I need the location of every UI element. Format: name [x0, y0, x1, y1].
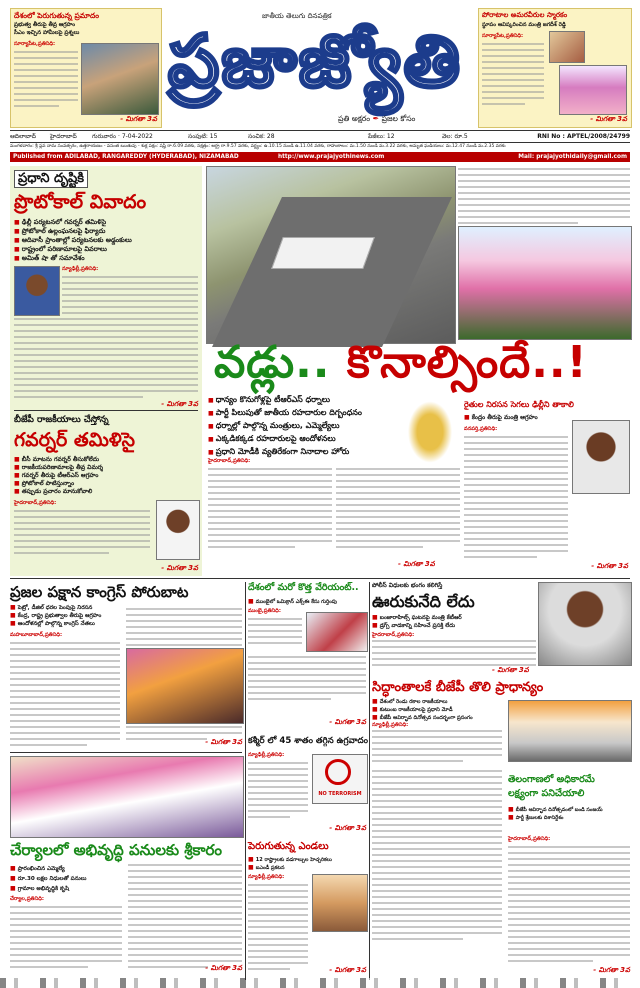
- left-bullets: [14, 218, 200, 263]
- highway-road: [212, 197, 452, 347]
- lead-side-story: [464, 400, 630, 576]
- story-kashmir: [248, 736, 366, 836]
- lead-side-photo: [572, 420, 630, 494]
- kashmir-headline: [248, 736, 368, 747]
- no-terrorism-poster: [312, 754, 368, 804]
- left-city: న్యూఢిల్లీ,ప్రతినిధి:: [62, 266, 99, 272]
- story-variant: [248, 582, 366, 730]
- bjp-bullet: ■ కుటుంబ రాజకీయాలపై ప్రధాని మోడీ: [372, 706, 502, 714]
- paddy-photo: [404, 396, 456, 468]
- strip-issue: సంచిక: 28: [248, 133, 275, 140]
- heat-photo: [312, 874, 368, 932]
- telangana-headline-1: తెలంగాణలో అధికారమే: [508, 774, 595, 785]
- ear-right-text: [482, 43, 544, 109]
- lead-side-kicker-strip: [458, 166, 630, 224]
- heat-bullets: [248, 856, 366, 872]
- lead-side-city: వనపర్తి,ప్రతినిధి:: [464, 426, 498, 432]
- heat-bullet: ■ 12 రాష్ట్రాలకు వడగాల్పుల హెచ్చరికలు: [248, 856, 366, 864]
- congress-body-2: [126, 608, 242, 650]
- masthead-motto: [338, 114, 415, 125]
- strip-rni: RNI No : APTEL/2008/24799: [537, 133, 630, 140]
- fold-rule: [10, 578, 630, 579]
- lead-side-headline: రైతుల నిరసన సెగలు ఢిల్లీని తాకాలి: [464, 400, 574, 409]
- lead-headline-part1: వడ్లు..: [214, 337, 331, 388]
- ear-left-badge: - మిగతా 3వ: [120, 115, 157, 123]
- cheryal-bullets: [10, 864, 122, 894]
- ear-left-photo: [81, 43, 159, 115]
- cheryal-body-2: [128, 864, 242, 972]
- lead-city: హైదరాబాద్,ప్రతినిధి:: [208, 458, 251, 464]
- left-kicker: ప్రధాని దృష్టికి: [14, 170, 88, 188]
- left2-bullet: ■ ప్రోటోకాల్ పాటిస్తున్నాం: [14, 480, 200, 488]
- ear-right-header: పోరాటాల అమరవీరుల స్మారకం: [482, 11, 568, 19]
- left2-text: [14, 510, 150, 558]
- heat-headline: పెరుగుతున్న ఎండలు: [248, 841, 329, 852]
- ktr-badge: - మిగతా 3వ: [492, 666, 529, 674]
- kashmir-headline-text: కశ్మీర్ లో 45 శాతం తగ్గిన ఉగ్రవాదం: [248, 736, 368, 746]
- congress-bullets: [10, 604, 122, 628]
- story-telangana: [372, 770, 630, 980]
- ear-right-photo: [559, 65, 627, 115]
- lead-body-2: [336, 468, 460, 552]
- left2-bullet: ■ గవర్నర్ తీరుపై టీఆర్ఎస్ ఆగ్రహం: [14, 472, 200, 480]
- ktr-bullet: ■ బంజారాహిల్స్ ఘటనపై మంత్రి కేటీఆర్: [372, 614, 532, 622]
- story-cheryal: [10, 756, 242, 980]
- ear-left-bullet: సీఎం ఇచ్చిన హామీలపై ప్రశ్నలు: [14, 30, 80, 36]
- highway-tent: [271, 237, 375, 269]
- ktr-bullet: ■ డ్రగ్స్ వాడకాన్ని సహించే ప్రసక్తి లేదు: [372, 622, 532, 630]
- cheryal-headline: చేర్యాలలో అభివృద్ధి పనులకు శ్రీకారం: [10, 841, 223, 859]
- ear-right-city: సూర్యాపేట,ప్రతినిధి:: [482, 33, 524, 39]
- cheryal-bullet: ■ ప్రారంభించిన ఎమ్మెల్యే: [10, 864, 122, 874]
- telangana-bullets: [508, 806, 630, 822]
- left-badge: - మిగతా 3వ: [161, 400, 198, 408]
- ear-left-bullet: ప్రభుత్వ తీరుపై తీవ్ర ఆగ్రహం: [14, 22, 76, 28]
- mail-link[interactable]: Mail: prajajyothidaily@gmail.com: [518, 154, 627, 160]
- telangana-city: హైదరాబాద్,ప్రతినిధి:: [508, 836, 551, 842]
- bjp-bullet: ■ బీజేపీ ఆవిర్భావ దినోత్సవ సందర్భంగా ప్రసంగం: [372, 714, 502, 722]
- lead-bullet: ■ ఎక్కడికక్కడ రహదారులపై ఆందోళనలు: [208, 433, 418, 446]
- left2-bullet: ■ బీసీ మాటను గవర్నర్ తీసుకోలేదు: [14, 456, 200, 464]
- published-from: Published from ADILABAD, RANGAREDDY (HYDERABAD), NIZAMABAD: [13, 154, 239, 160]
- panchangam: మంగళవారం: శ్రీ ప్లవ నామ సంవత్సరం, ఉత్తరాయణం - వసంత ఋతువు - శుక్ల పక్షం: షష్ఠి రా.6.09 వరకు, నక్షత్రం: ఆర్ద్ర రా.9.57 వరకు, వర్జ్యం: ఉ.10.15 నుండి ఉ.11.04 వరకు, రాహుకాలం: మ.1.50 నుండి మ.3.22 వరకు, అమృత ఘడియలు: మ.12.47 నుండి మ.2.35 వరకు: [10, 144, 506, 149]
- story-congress: [10, 582, 242, 752]
- variant-city: ముంబై,ప్రతినిధి:: [248, 608, 281, 614]
- ktr-headline: ఊరుకునేది లేదు: [372, 592, 475, 611]
- heat-bullet: ■ ఐఎండీ ప్రకటన: [248, 864, 366, 872]
- ear-left-header: దేశంలో పెరుగుతున్న ప్రమాదం: [14, 11, 99, 20]
- bjp-bullet: ■ దేశంలో రెండు రకాల రాజకీయాలు: [372, 698, 502, 706]
- left2-bullet: ■ రాజకీయపరిణామాలపై తీవ్ర విమర్శ: [14, 464, 200, 472]
- ear-left-city: సూర్యాపేట,ప్రతినిధి:: [14, 41, 56, 47]
- telangana-bullet: ■ పార్టీ శ్రేణులకు దిశానిర్దేశం: [508, 814, 630, 822]
- heat-body: [248, 884, 308, 974]
- bjp-city: న్యూఢిల్లీ,ప్రతినిధి:: [372, 722, 409, 728]
- left-bullet: ■ రాష్ట్రంలో పరిణామాలపై వివరాలు: [14, 245, 200, 254]
- governor-photo: [14, 266, 60, 316]
- variant-body-2: [248, 656, 366, 704]
- cheryal-city: చేర్యాల,ప్రతినిధి:: [10, 896, 44, 902]
- variant-bullet: ■ ముంబైలో ఒమిక్రాన్ ఎక్స్ఈ కేసు గుర్తింపు: [248, 598, 337, 606]
- minister-photo: [156, 500, 200, 560]
- congress-bullet: ■ ఆందోళనల్లో పాల్గొన్న కాంగ్రెస్ నేతలు: [10, 620, 122, 628]
- left-bullet: ■ ఢిల్లీ పర్యటనలో గవర్నర్ తమిళిసై: [14, 218, 200, 227]
- lead-body: [208, 468, 332, 552]
- variant-photo: [306, 612, 368, 652]
- lead-bullets: [208, 394, 418, 459]
- column-rule: [245, 582, 246, 980]
- strip-city-2: హైదరాబాద్: [50, 133, 77, 140]
- masthead-title: ప్రజాజ్యోతి: [168, 19, 462, 103]
- left2-kicker: బీజేపీ రాజకీయాలు చేస్తోన్న: [14, 415, 109, 425]
- cheryal-bullet: ■ రూ.30 లక్షల నిధులతో పనులు: [10, 874, 122, 884]
- cheryal-bullet: ■ గ్రామాల అభివృద్ధికి కృషి: [10, 884, 122, 894]
- lead-side-text: [458, 168, 630, 228]
- lead-headline-part2: కొనాల్సిందే..!: [330, 337, 588, 388]
- lead-side-bullet: ■ కేంద్రం తీరుపై మంత్రి ఆగ్రహం: [464, 414, 538, 422]
- left-bullet: ■ ప్రోటోకాల్ ఉల్లంఘనలపై ఫిర్యాదు: [14, 227, 200, 236]
- cheryal-photo: [10, 756, 244, 838]
- ear-right-photo-small: [549, 31, 585, 63]
- left2-bullets: [14, 456, 200, 496]
- strip-volume: సంపుటి: 15: [188, 133, 218, 140]
- lead-bullet: ■ ధాన్యం కొనుగోళ్లపై టీఆర్ఎస్ ధర్నాలు: [208, 394, 418, 407]
- congress-headline: ప్రజల పక్షాన కాంగ్రెస్ పోరుబాట: [10, 583, 189, 601]
- strip-city-1: ఆదిలాబాద్: [10, 133, 36, 140]
- story-heat: [248, 840, 366, 980]
- telangana-body-right: [508, 846, 630, 966]
- bjp-headline: సిద్ధాంతాలకే బీజేపీ తొలి ప్రాధాన్యం: [372, 680, 544, 695]
- motto-sep-icon: ✒: [372, 114, 382, 123]
- no-terrorism-label: NO TERRORISM: [318, 791, 362, 797]
- ear-left-text: [14, 51, 78, 111]
- kashmir-city: న్యూఢిల్లీ,ప్రతినిధి:: [248, 752, 285, 758]
- bjp-photo: [508, 700, 632, 762]
- lead-bullet: ■ ధర్నాల్లో పాల్గొన్న మంత్రులు, ఎమ్మెల్యేలు: [208, 420, 418, 433]
- left-bullet: ■ ఆదివాసీ ప్రాంతాల్లో పర్యటనలకు అడ్డంకులు: [14, 236, 200, 245]
- telangana-body-left: [372, 770, 502, 944]
- ear-right: [478, 8, 632, 128]
- congress-badge: - మిగతా 3వ: [205, 738, 242, 746]
- kashmir-body: [248, 762, 308, 822]
- strip-price: వెల: రూ.5: [442, 133, 468, 140]
- cheryal-badge: - మిగతా 3వ: [205, 964, 242, 972]
- left-divider: [14, 410, 198, 411]
- lead-headline: [214, 336, 588, 390]
- bjp-body: [372, 730, 502, 766]
- motto-left: ప్రతి అక్షరం: [338, 114, 371, 123]
- left-headline: ప్రొటోకాల్ వివాదం: [14, 191, 147, 213]
- bjp-bullets: [372, 698, 502, 722]
- left2-headline: గవర్నర్ తమిళిసై: [14, 429, 135, 451]
- telangana-badge: - మిగతా 3వ: [593, 966, 630, 974]
- left2-city: హైదరాబాద్,ప్రతినిధి:: [14, 500, 57, 506]
- congress-city: మహబూబాబాద్,ప్రతినిధి:: [10, 632, 63, 638]
- website-link[interactable]: http://www.prajajyothinews.com: [278, 154, 385, 160]
- telangana-bullet: ■ బీజేపీ ఆవిర్భావ దినోత్సవంలో బండి సంజయ్: [508, 806, 630, 814]
- heat-city: న్యూఢిల్లీ,ప్రతినిధి:: [248, 874, 285, 880]
- heat-badge: - మిగతా 3వ: [329, 966, 366, 974]
- story-bjp: [372, 680, 630, 766]
- lead-side-body: [464, 436, 568, 562]
- left-text: [62, 276, 198, 318]
- strip-date: గురువారం · 7-04-2022: [92, 133, 153, 140]
- telangana-headline-2: లక్ష్యంగా పనిచేయాలి: [508, 788, 585, 799]
- congress-bullet: ■ పెట్రో, డీజిల్ ధరల పెంపుపై నిరసన: [10, 604, 122, 612]
- left2-bullet: ■ తప్పుడు ప్రచారం మానుకోవాలి: [14, 488, 200, 496]
- left-column: [10, 166, 202, 576]
- strip-pages: పేజీలు: 12: [368, 133, 395, 140]
- ear-right-bullet: స్థూపం ఆవిష్కరించిన మంత్రి జగదీశ్ రెడ్డి: [482, 22, 566, 28]
- cheryal-body: [10, 906, 122, 972]
- ear-left: [10, 8, 162, 128]
- variant-badge: - మిగతా 3వ: [329, 718, 366, 726]
- congress-bullet: ■ కేంద్ర, రాష్ట్ర ప్రభుత్వాల తీరుపై ఆగ్రహం: [10, 612, 122, 620]
- variant-headline: దేశంలో మరో కొత్త వేరియంట్..: [248, 582, 359, 593]
- lead-badge: - మిగతా 3వ: [398, 560, 435, 568]
- publish-bar: [10, 152, 630, 162]
- variant-body: [248, 618, 302, 648]
- column-rule: [369, 582, 370, 980]
- column-rule: [10, 752, 242, 753]
- ear-right-badge: - మిగతా 3వ: [590, 115, 627, 123]
- motto-right: ప్రజల కోసం: [381, 114, 416, 123]
- ktr-bullets: [372, 614, 532, 630]
- lead-photo-protest: [458, 226, 632, 340]
- story-ktr: [372, 582, 630, 676]
- ktr-kicker: పోలీస్ విధులకు భంగం కలిగిస్తే: [372, 582, 443, 589]
- congress-body: [10, 642, 120, 750]
- masthead-tagline: జాతీయ తెలుగు దినపత్రిక: [262, 12, 332, 20]
- lead-bullet: ■ పార్టీ పిలుపుతో జాతీయ రహదారుల దిగ్బంధనం: [208, 407, 418, 420]
- ktr-city: హైదరాబాద్,ప్రతినిధి:: [372, 632, 415, 638]
- lead-side-badge: - మిగతా 3వ: [591, 562, 628, 570]
- lead-bullet: ■ ప్రధాని మోడీకి వ్యతిరేకంగా నినాదాల హోరు: [208, 446, 418, 459]
- no-entry-icon: [325, 759, 351, 785]
- left2-badge: - మిగతా 3వ: [161, 564, 198, 572]
- left-text-2: [14, 318, 198, 402]
- registration-marks: [0, 978, 640, 988]
- kashmir-badge: - మిగతా 3వ: [329, 824, 366, 832]
- left-bullet: ■ అమిత్ షా తో సమావేశం: [14, 254, 200, 263]
- ktr-photo: [538, 582, 632, 666]
- congress-photo: [126, 648, 244, 724]
- lead-photo-highway: [206, 166, 456, 344]
